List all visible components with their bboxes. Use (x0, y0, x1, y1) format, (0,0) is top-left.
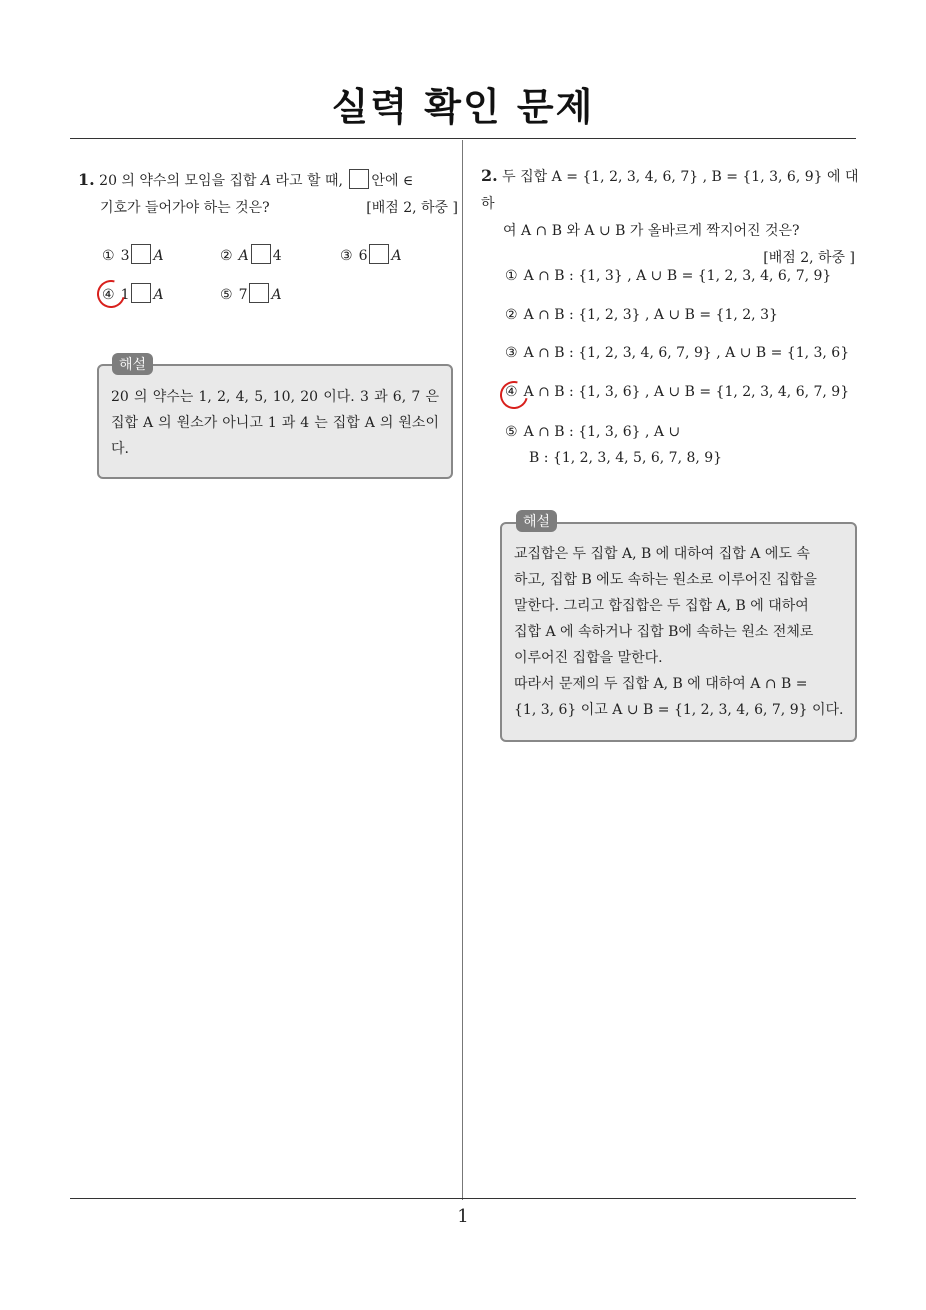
answer-mark-circle (92, 275, 130, 313)
footer-rule (70, 1198, 856, 1199)
solution-line: 말한다. 그리고 합집합은 두 집합 A, B 에 대하여 (514, 598, 809, 614)
q1-solution-box (97, 364, 453, 479)
q2-choice-3[interactable]: ③ A ∩ B : {1, 2, 3, 4, 6, 7, 9} , A ∪ B = {1, 3, 6} (505, 345, 850, 361)
q1-solution-tag: 해설 (112, 353, 153, 375)
q2-choice-1[interactable]: ① A ∩ B : {1, 3} , A ∪ B = {1, 2, 3, 4, 6, 7, 9} (505, 268, 832, 284)
q1-text-line2: 기호가 들어가야 하는 것은? (100, 200, 270, 216)
q1-choice-2[interactable]: ② A 4 (220, 244, 282, 264)
solution-line: 집합 A 에 속하거나 집합 B에 속하는 원소 전체로 (514, 624, 814, 640)
solution-line: {1, 3, 6} 이고 A ∪ B = {1, 2, 3, 4, 6, 7, 9} 이다. (514, 702, 844, 718)
blank-box (131, 244, 151, 264)
q1-solution-text: 20 의 약수는 1, 2, 4, 5, 10, 20 이다. 3 과 6, 7 은 집합 A 의 원소가 아니고 1 과 4 는 집합 A 의 원소이다. (111, 389, 439, 457)
solution-line: 따라서 문제의 두 집합 A, B 에 대하여 A ∩ B = (514, 676, 808, 692)
blank-box (249, 283, 269, 303)
q1-meta: [배점 2, 하중 ] (366, 200, 458, 216)
question-1 (78, 166, 458, 222)
solution-line: 이루어진 집합을 말한다. (514, 650, 663, 666)
q2-text-line2: 여 A ∩ B 와 A ∪ B 가 올바르게 짝지어진 것은? (503, 223, 800, 239)
q2-text-line1: 두 집합 A = {1, 2, 3, 4, 6, 7} , B = {1, 3, 6, 9} 에 대하 (481, 169, 859, 212)
header-rule (70, 138, 856, 139)
q2-solution-box (500, 522, 857, 742)
q1-choice-5[interactable]: ⑤ 7 A (220, 283, 282, 303)
q1-choice-1[interactable]: ① 3 A (102, 244, 164, 264)
blank-box (349, 169, 369, 189)
q1-text-part3: 안에 ∈ (371, 173, 414, 189)
solution-line: 하고, 집합 B 에도 속하는 원소로 이루어진 집합을 (514, 572, 817, 588)
q2-choice-2[interactable]: ② A ∩ B : {1, 2, 3} , A ∪ B = {1, 2, 3} (505, 307, 778, 323)
q1-choice-3[interactable]: ③ 6 A (340, 244, 402, 264)
column-divider (462, 140, 463, 1200)
blank-box (251, 244, 271, 264)
question-number: 2. (481, 166, 498, 185)
q2-solution-tag: 해설 (516, 510, 557, 532)
page-title: 실력 확인 문제 (331, 85, 595, 129)
answer-mark-circle (495, 376, 533, 414)
question-2 (481, 162, 861, 272)
q2-meta: [배점 2, 하중 ] (763, 250, 855, 266)
q2-choice-5-line2: B : {1, 2, 3, 4, 5, 6, 7, 8, 9} (529, 450, 723, 466)
q1-text-part1: 20 의 약수의 모임을 집합 (99, 173, 261, 189)
q1-choice-4[interactable]: ④ 1 A (102, 283, 164, 303)
blank-box (369, 244, 389, 264)
q1-text-part2: 라고 할 때, (271, 173, 348, 189)
question-number: 1. (78, 170, 95, 189)
blank-box (131, 283, 151, 303)
q2-choice-4[interactable]: ④ A ∩ B : {1, 3, 6} , A ∪ B = {1, 2, 3, 4, 6, 7, 9} (505, 384, 850, 400)
q1-var-a: A (260, 173, 272, 189)
solution-line: 교집합은 두 집합 A, B 에 대하여 집합 A 에도 속 (514, 546, 810, 562)
page-number: 1 (457, 1206, 469, 1227)
q2-choice-5[interactable]: ⑤ A ∩ B : {1, 3, 6} , A ∪ (505, 424, 681, 440)
